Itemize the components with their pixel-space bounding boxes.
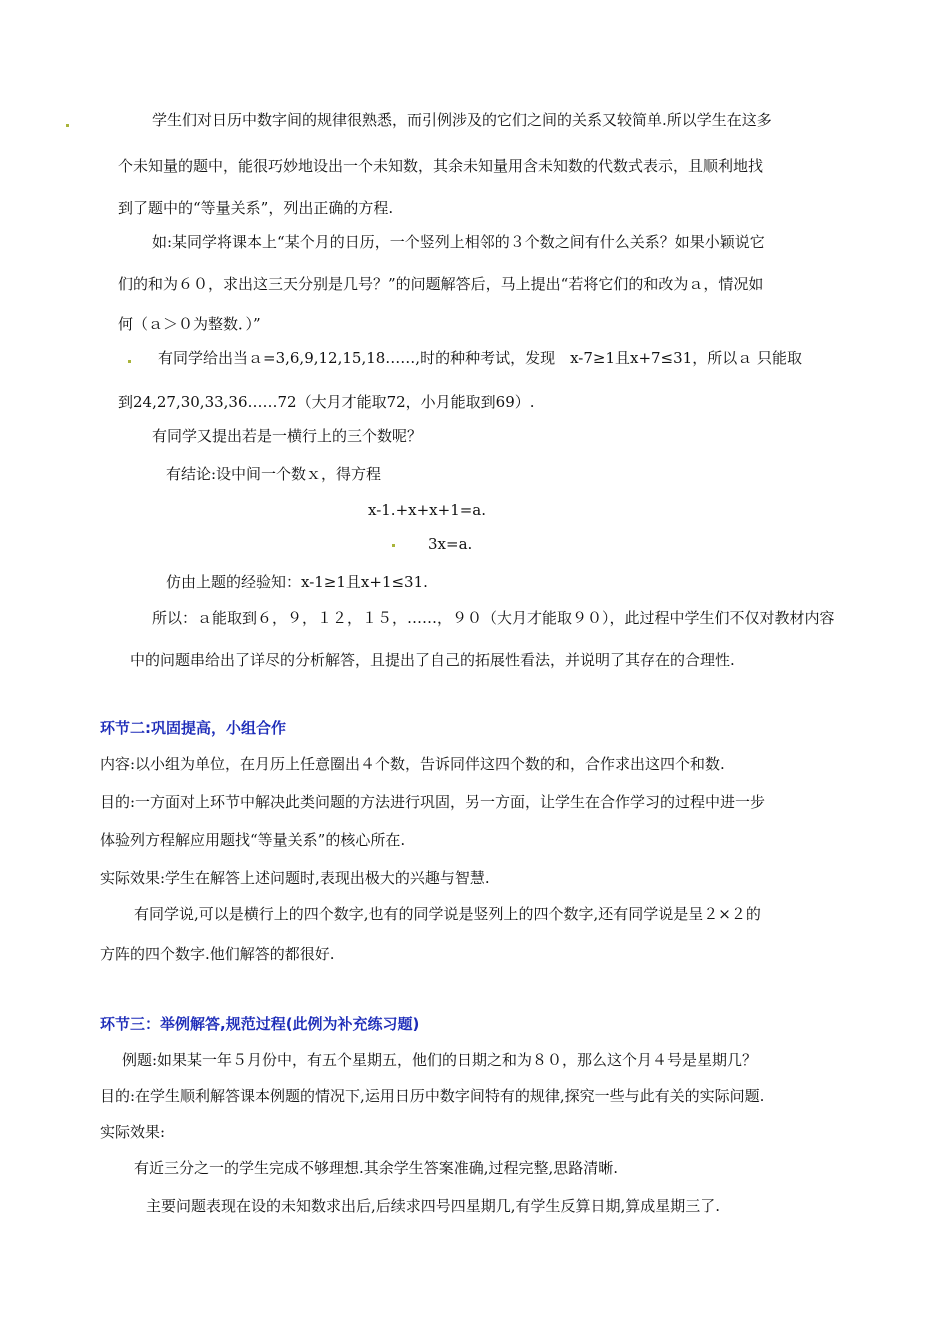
equation-1: x-1.+x+x+1=a. <box>368 501 487 519</box>
para7-line2: 中的问题串给出了详尽的分析解答，且提出了自己的拓展性看法，并说明了其存在的合理性. <box>130 651 735 669</box>
section3-goal: 目的:在学生顺利解答课本例题的情况下,运用日历中数字间特有的规律,探究一些与此有关的实际问题. <box>100 1087 765 1105</box>
para1-line3: 到了题中的“等量关系”，列出正确的方程. <box>118 199 394 217</box>
para1-line1: 学生们对日历中数字间的规律很熟悉，而引例涉及的它们之间的关系又较简单.所以学生在这多 <box>152 111 772 129</box>
equation-2: 3x=a. <box>428 535 473 553</box>
section2-note-line2: 方阵的四个数字.他们解答的都很好. <box>100 945 335 963</box>
section3-effect-line1: 有近三分之一的学生完成不够理想.其余学生答案准确,过程完整,思路清晰. <box>134 1159 619 1177</box>
marker-dot <box>392 544 395 547</box>
section3-effect-line2: 主要问题表现在设的未知数求出后,后续求四号四星期几,有学生反算日期,算成星期三了. <box>146 1197 721 1215</box>
section2-heading: 环节二:巩固提高，小组合作 <box>100 719 286 737</box>
marker-dot <box>66 124 69 127</box>
section2-effect: 实际效果:学生在解答上述问题时,表现出极大的兴趣与智慧. <box>100 869 490 887</box>
para2-line3: 何（ａ＞０为整数．）” <box>118 315 261 333</box>
para4: 有同学又提出若是一横行上的三个数呢？ <box>152 427 423 445</box>
para1-line2: 个未知量的题中，能很巧妙地设出一个未知数，其余未知量用含未知数的代数式表示，且顺利地找 <box>118 157 764 175</box>
section2-content: 内容:以小组为单位，在月历上任意圈出４个数，告诉同伴这四个数的和，合作求出这四个和数. <box>100 755 725 773</box>
section3-heading: 环节三：举例解答,规范过程(此例为补充练习题) <box>100 1015 420 1033</box>
para2-line2: 们的和为６０，求出这三天分别是几号？”的问题解答后，马上提出“若将它们的和改为ａ，情况如 <box>118 275 764 293</box>
section2-goal-line2: 体验列方程解应用题找“等量关系”的核心所在. <box>100 831 406 849</box>
section2-note-line1: 有同学说,可以是横行上的四个数字,也有的同学说是竖列上的四个数字,还有同学说是呈２×２的 <box>134 905 761 923</box>
para6: 仿由上题的经验知：x-1≥1且x+1≤31. <box>166 573 428 591</box>
para5: 有结论:设中间一个数ｘ，得方程 <box>166 465 382 483</box>
section3-example: 例题:如果某一年５月份中，有五个星期五，他们的日期之和为８０，那么这个月４号是星期几？ <box>122 1051 758 1069</box>
para3-line2: 到24,27,30,33,36……72（大月才能取72，小月能取到69）. <box>118 393 535 411</box>
marker-dot <box>128 360 131 363</box>
para7-line1: 所以：ａ能取到６，９，１２，１５，……，９０（大月才能取９０），此过程中学生们不仅对教材内容 <box>152 609 835 627</box>
section3-effect: 实际效果: <box>100 1123 166 1141</box>
section2-goal-line1: 目的:一方面对上环节中解决此类问题的方法进行巩固，另一方面，让学生在合作学习的过程中进一步 <box>100 793 766 811</box>
para3-line1: 有同学给出当ａ=3,6,9,12,15,18……,时的种种考试，发现 x-7≥1且x+7≤31，所以ａ 只能取 <box>158 349 802 367</box>
para2-line1: 如:某同学将课本上“某个月的日历，一个竖列上相邻的３个数之间有什么关系？如果小颖说它 <box>152 233 765 251</box>
